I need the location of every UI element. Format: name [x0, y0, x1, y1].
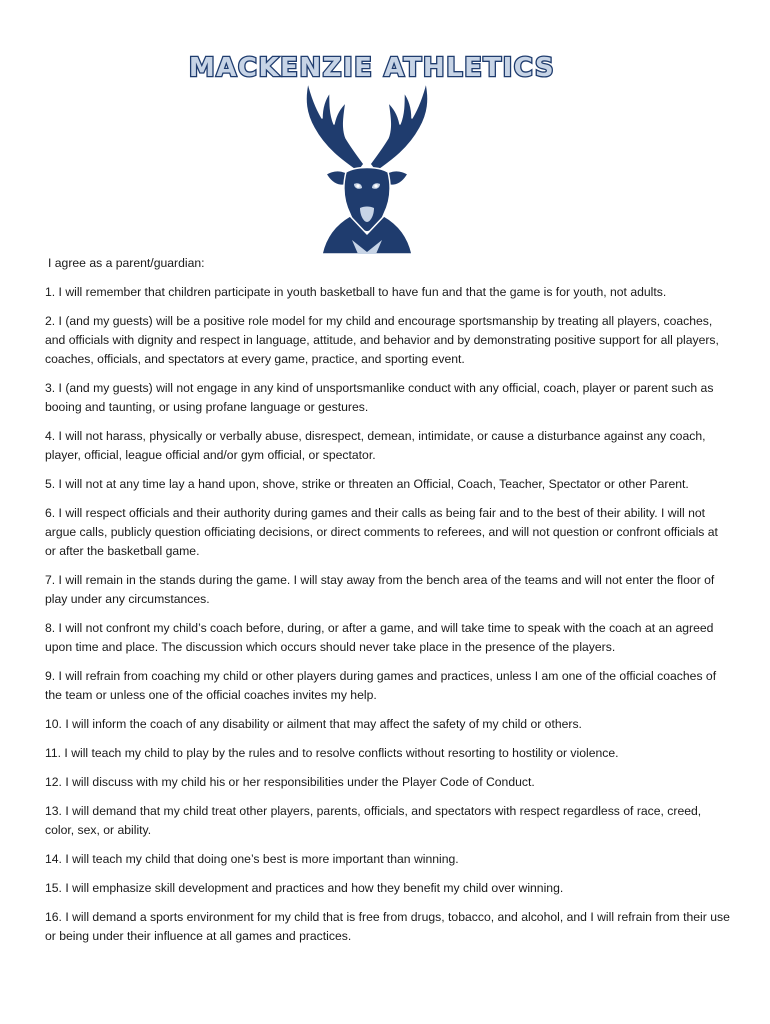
- clause-2: 2. I (and my guests) will be a positive role model for my child and encourage sportsmanship by treating all players, coaches, and officials with dignity and respect in language, attitude, and behavior and by demonstrating positive support for all players, coaches, officials, and spectators at every game, practice, and sporting event.: [45, 314, 719, 366]
- clause-13: 13. I will demand that my child treat other players, parents, officials, and spectators with respect regardless of race, creed, color, sex, or ability.: [45, 804, 702, 837]
- clause-8: 8. I will not confront my child’s coach before, during, or after a game, and will take time to speak with the coach at an agreed upon time and place. The discussion which occurs should never take place in the presence of the players.: [45, 621, 714, 654]
- code-of-conduct: [45, 254, 730, 956]
- deer-head-logo-icon: [296, 76, 438, 254]
- clause-5: 5. I will not at any time lay a hand upon, shove, strike or threaten an Official, Coach, Teacher, Spectator or other Parent.: [45, 477, 689, 491]
- clause-12: 12. I will discuss with my child his or her responsibilities under the Player Code of Conduct.: [45, 775, 535, 789]
- clause-7: 7. I will remain in the stands during the game. I will stay away from the bench area of the teams and will not enter the floor of play under any circumstances.: [45, 573, 715, 606]
- intro-text: I agree as a parent/guardian:: [48, 256, 205, 270]
- clause-3: 3. I (and my guests) will not engage in any kind of unsportsmanlike conduct with any official, coach, player or parent such as booing and taunting, or using profane language or gestures.: [45, 381, 714, 414]
- clause-9: 9. I will refrain from coaching my child or other players during games and practices, unless I am one of the official coaches of the team or unless one of the official coaches invites my help.: [45, 669, 717, 702]
- clause-15: 15. I will emphasize skill development and practices and how they benefit my child over winning.: [45, 881, 564, 895]
- header: [0, 42, 770, 257]
- clause-10: 10. I will inform the coach of any disability or ailment that may affect the safety of my child or others.: [45, 717, 582, 731]
- svg-text:MACKENZIE ATHLETICS: MACKENZIE ATHLETICS: [188, 53, 556, 83]
- clause-16: 16. I will demand a sports environment for my child that is free from drugs, tobacco, and alcohol, and I will refrain from their use or being under their influence at all games and practices.: [45, 910, 730, 943]
- clause-4: 4. I will not harass, physically or verbally abuse, disrespect, demean, intimidate, or cause a disturbance against any coach, player, official, league official and/or gym official, or spectator.: [45, 429, 706, 462]
- clause-1: 1. I will remember that children participate in youth basketball to have fun and that the game is for youth, not adults.: [45, 285, 667, 299]
- clause-6: 6. I will respect officials and their authority during games and their calls as being fair and to the best of their ability. I will not argue calls, publicly question officiating decisions, or direct comments to referees, and will not question or confront officials at or after the basketball game.: [45, 506, 718, 558]
- clause-11: 11. I will teach my child to play by the rules and to resolve conflicts without resorting to hostility or violence.: [45, 746, 619, 760]
- clause-14: 14. I will teach my child that doing one’s best is more important than winning.: [45, 852, 459, 866]
